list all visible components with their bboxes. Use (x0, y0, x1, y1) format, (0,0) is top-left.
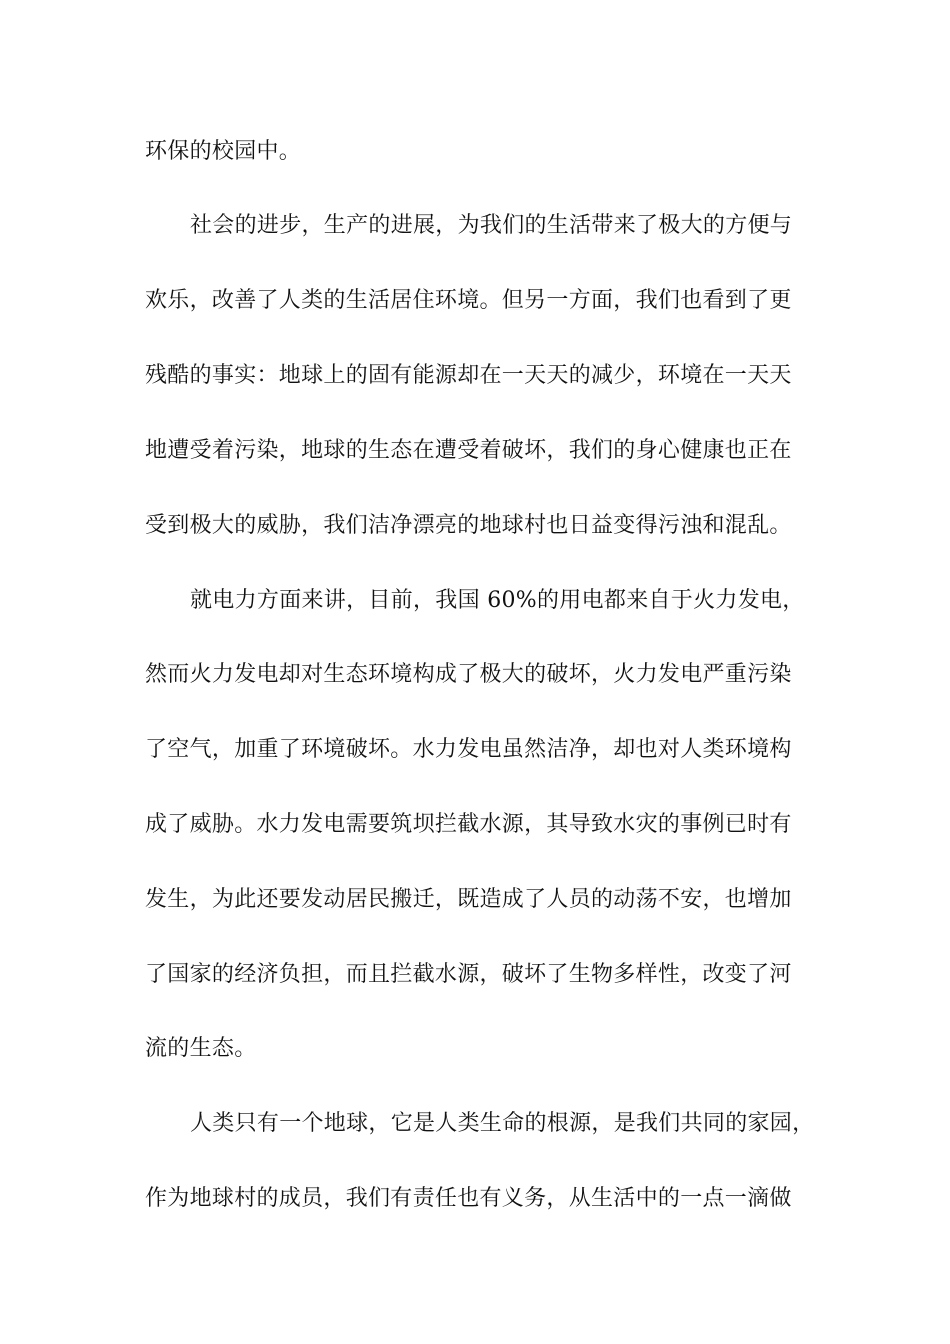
paragraph-line: 人类只有一个地球，它是人类生命的根源，是我们共同的家园， (190, 1111, 815, 1136)
paragraph-line: 成了威胁。水力发电需要筑坝拦截水源，其导致水灾的事例已时有 (145, 812, 792, 837)
paragraph-line: 然而火力发电却对生态环境构成了极大的破坏，火力发电严重污染 (145, 662, 792, 687)
paragraph-line: 作为地球村的成员，我们有责任也有义务，从生活中的一点一滴做 (145, 1186, 792, 1211)
paragraph-line: 地遭受着污染，地球的生态在遭受着破坏，我们的身心健康也正在 (145, 438, 792, 463)
paragraph-line: 残酷的事实：地球上的固有能源却在一天天的减少，环境在一天天 (145, 363, 792, 388)
paragraph-line: 流的生态。 (145, 1036, 257, 1061)
paragraph-line: 社会的进步，生产的进展，为我们的生活带来了极大的方便与 (190, 213, 793, 238)
paragraph-line: 受到极大的威胁，我们洁净漂亮的地球村也日益变得污浊和混乱。 (145, 513, 792, 538)
paragraph-line: 发生，为此还要发动居民搬迁，既造成了人员的动荡不安，也增加 (145, 887, 792, 912)
paragraph-line: 了国家的经济负担，而且拦截水源，破坏了生物多样性，改变了河 (145, 962, 792, 987)
paragraph-line: 欢乐，改善了人类的生活居住环境。但另一方面，我们也看到了更 (145, 288, 792, 313)
paragraph-line: 就电力方面来讲，目前，我国 60%的用电都来自于火力发电， (190, 588, 805, 613)
paragraph-line: 了空气，加重了环境破坏。水力发电虽然洁净，却也对人类环境构 (145, 737, 792, 762)
paragraph-line: 环保的校园中。 (145, 139, 302, 164)
